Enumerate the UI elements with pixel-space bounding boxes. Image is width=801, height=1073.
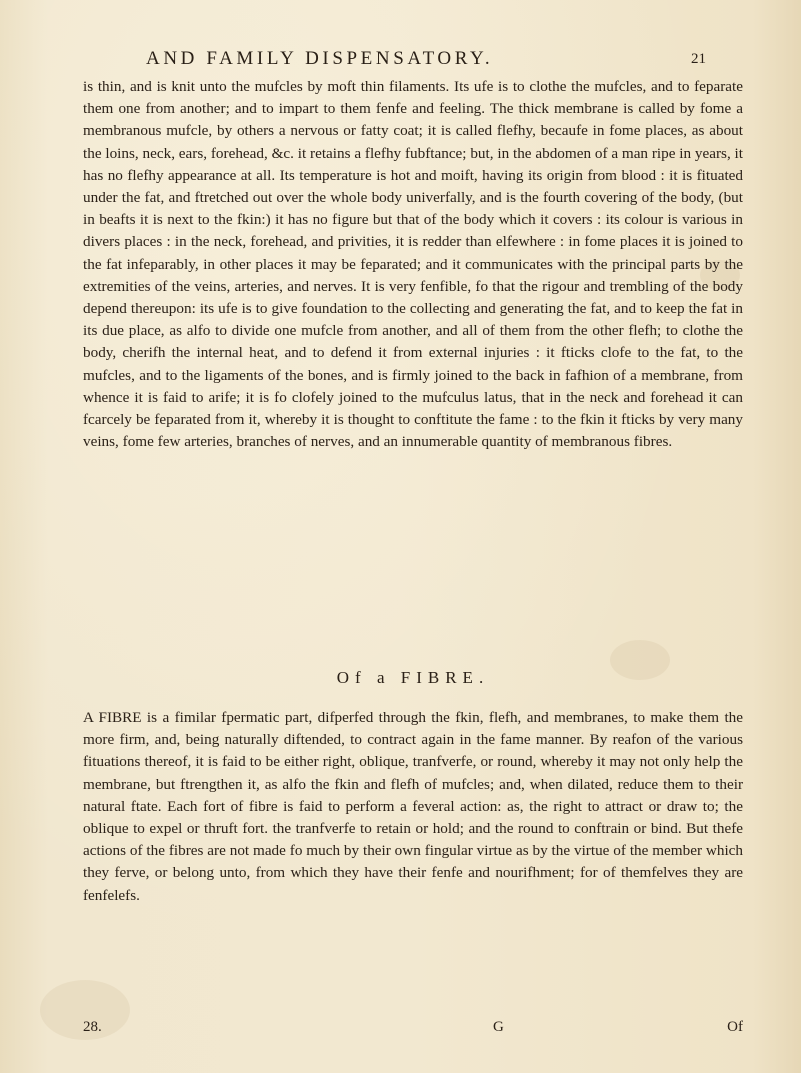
signature-mark: G: [493, 1019, 504, 1035]
signature-number: 28.: [83, 1019, 102, 1035]
page-footer: [83, 1019, 743, 1041]
body-paragraph: is thin, and is knit unto the mufcles by moft thin filaments. Its ufe is to clothe the mufcles, and to feparate them one from another; and to impart to them fenfe and feeling. The thick membrane is called by fome a membranous mufcle, by others a nervous or fatty coat; it is called flefhy, becaufe in fome places, as about the loins, neck, ears, forehead, &c. it retains a flefhy fubftance; but, in the abdomen of a man ripe in years, it has no flefhy appearance at all. Its temperature is hot and moift, having its origin from blood : it is fituated under the fat, and ftretched out over the whole body univerfally, and is the fourth covering of the body, (but in beafts it is next to the fkin:) it has no figure but that of the body which it covers : its colour is various in divers places : in the neck, forehead, and privities, it is redder than elfewhere : in fome places it is joined to the fat infeparably, in other places it may be feparated; and it communicates with the principal parts by the extremities of the veins, arteries, and nerves. It is very fenfible, fo that the rigour and trembling of the body depend thereupon: its ufe is to give foundation to the collecting and generating the fat, and to keep the fat in its due place, as alfo to divide one mufcle from another, and all of them from the other flefh; to clothe the body, cherifh the internal heat, and to defend it from external injuries : it fticks clofe to the fat, to the mufcles, and to the ligaments of the bones, and is firmly joined to the back in fafhion of a membrane, from whence it is faid to arife; it is fo clofely joined to the mufculus latus, that in the neck and forehead it can fcarcely be feparated from it, whereby it is thought to conftitute the fame : to the fkin it fticks by very many veins, fome few arteries, branches of nerves, and an innumerable quantity of membranous fibres.: [83, 78, 743, 451]
catchword: Of: [727, 1019, 743, 1035]
page-number: 21: [691, 51, 706, 67]
body-paragraph: A FIBRE is a fimilar fpermatic part, difperfed through the fkin, flefh, and membranes, to make them the more firm, and, being naturally diftended, to contract again in the fame manner. By reafon of the various fituations thereof, it is faid to be either right, oblique, tranfverfe, or round, whereby it may not only help the membrane, but ftrengthen it, as alfo the fkin and flefh of mufcles; and, when dilated, reduce them to their natural ftate. Each fort of fibre is faid to perform a feveral action: as, the right to attract or draw to; the oblique to expel or thruft fort. the tranfverfe to retain or hold; and the round to conftrain or bind. But thefe actions of the fibres are not made fo much by their own fingular virtue as by the virtue of the member which they ferve, or belong unto, from which they have their fenfe and nourifhment; for of themfelves they are fenfelefs.: [83, 709, 743, 904]
section-heading: Of a FIBRE.: [336, 668, 490, 687]
running-head: AND FAMILY DISPENSATORY.: [146, 48, 494, 69]
page-header: [146, 48, 706, 76]
